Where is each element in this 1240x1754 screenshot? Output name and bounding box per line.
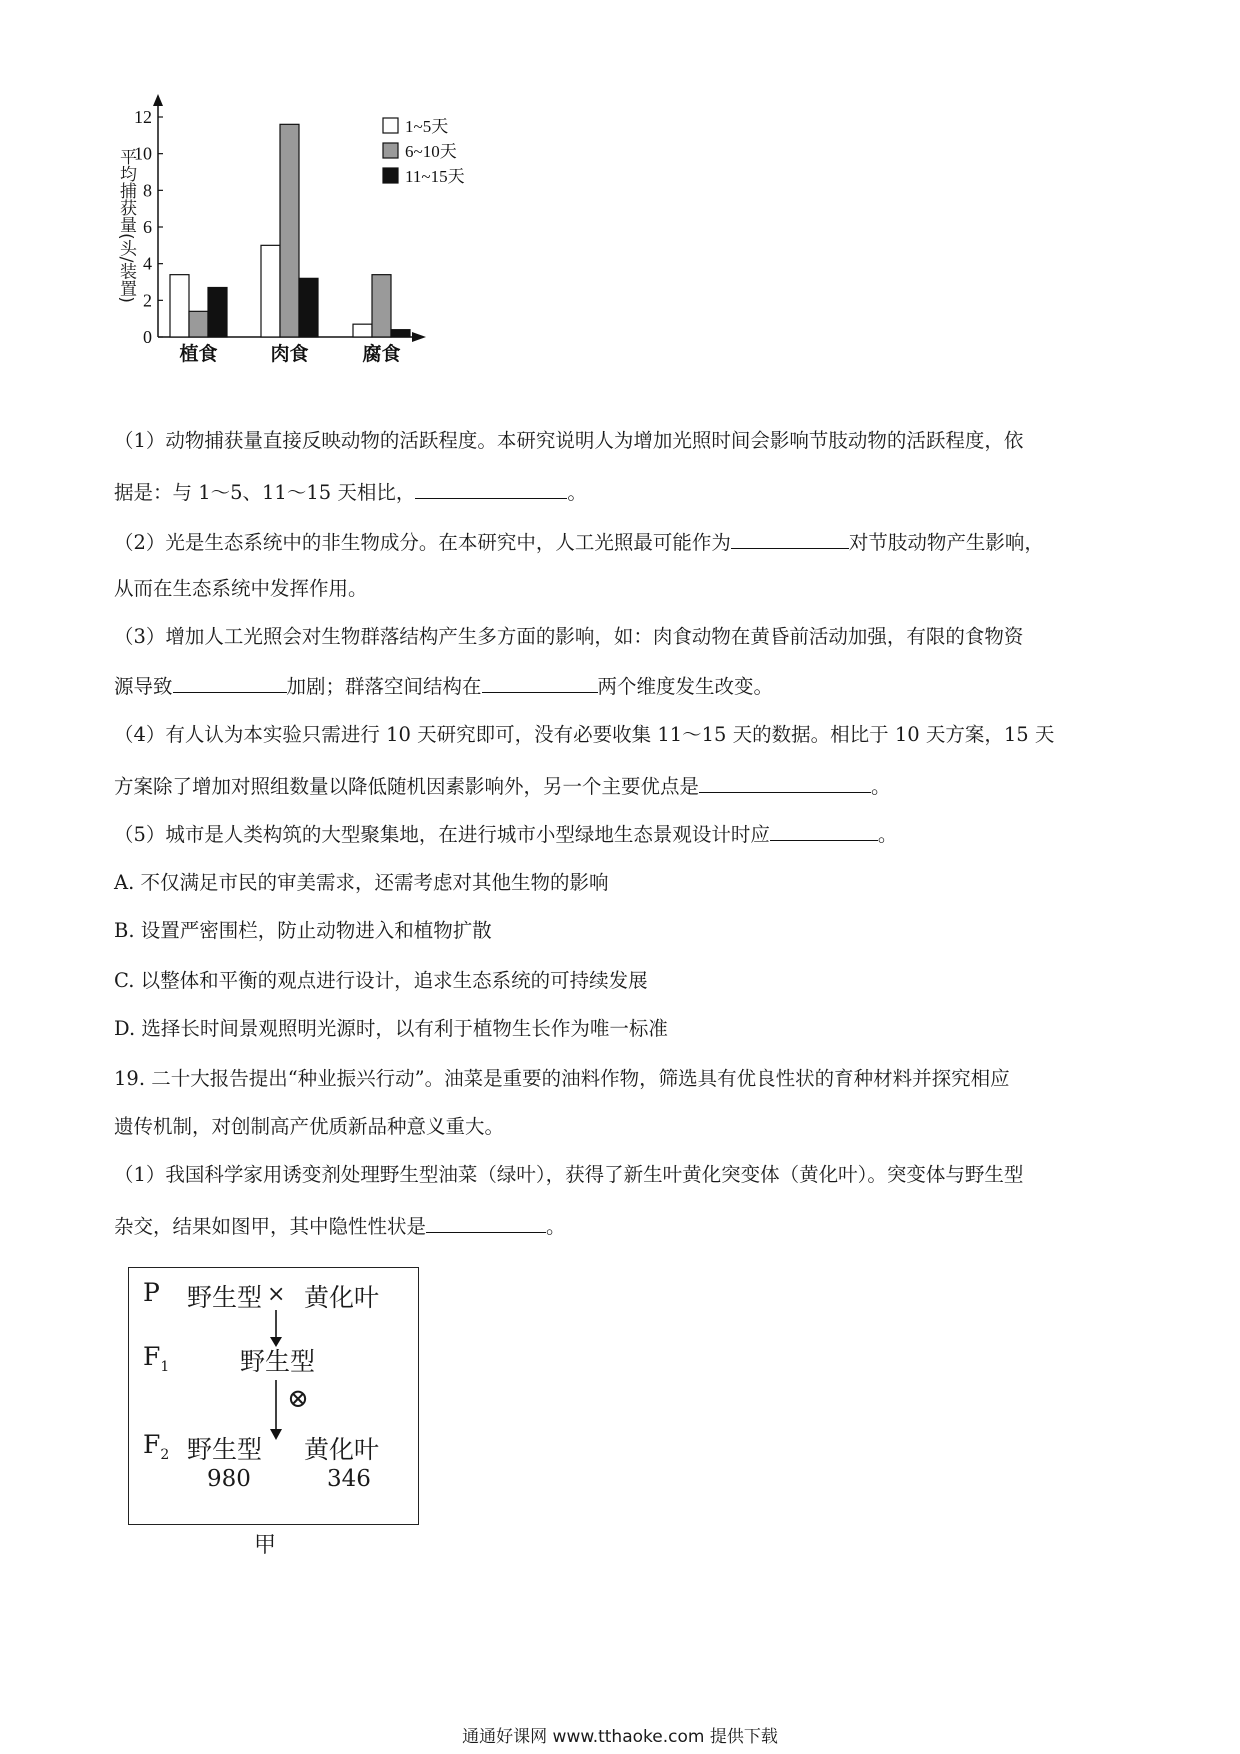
q2-text-end: 对节肢动物产生影响， bbox=[848, 531, 1044, 554]
q1-line2 bbox=[114, 478, 1132, 506]
y-tick-label: 6 bbox=[143, 217, 152, 237]
bar-1-1 bbox=[280, 124, 299, 337]
legend-label: 6~10天 bbox=[405, 142, 457, 161]
q4-line2 bbox=[114, 772, 1132, 800]
bar-0-2 bbox=[208, 288, 227, 338]
q3-text-c: 两个维度发生改变。 bbox=[597, 675, 774, 698]
q4-answer-blank[interactable] bbox=[699, 772, 871, 793]
y-tick-label: 10 bbox=[134, 143, 152, 164]
q4-end: 。 bbox=[871, 775, 891, 798]
q5-answer-blank[interactable] bbox=[770, 820, 878, 841]
q5-end: 。 bbox=[877, 823, 898, 846]
p-generation-label: P bbox=[143, 1278, 160, 1307]
q19-1-answer-blank[interactable] bbox=[426, 1212, 546, 1233]
q2-line1 bbox=[114, 528, 1132, 556]
y-tick-label: 0 bbox=[143, 327, 152, 347]
q2-text: （2）光是生态系统中的非生物成分。在本研究中，人工光照最可能作为 bbox=[114, 531, 731, 554]
y-tick-label: 2 bbox=[143, 290, 152, 311]
chart-svg bbox=[110, 92, 550, 412]
q19-line1: 19. 二十大报告提出“种业振兴行动”。油菜是重要的油料作物，筛选具有优良性状的育种材料并探究相应 bbox=[114, 1067, 1010, 1090]
q3-line2 bbox=[114, 672, 1132, 700]
q3-text-b: 加剧；群落空间结构在 bbox=[286, 675, 482, 698]
legend-swatch bbox=[383, 118, 398, 133]
legend-label: 1~5天 bbox=[405, 117, 449, 136]
f2-wild-type-count: 980 bbox=[207, 1466, 251, 1492]
q2-answer-blank[interactable] bbox=[731, 528, 849, 549]
bar-chart bbox=[110, 92, 550, 412]
legend-label: 11~15天 bbox=[405, 167, 465, 186]
q19-1-line1: （1）我国科学家用诱变剂处理野生型油菜（绿叶），获得了新生叶黄化突变体（黄化叶）。突变体与野生型 bbox=[114, 1163, 1024, 1186]
q1-text: 据是：与 1～5、11～15 天相比， bbox=[114, 481, 416, 504]
q19-1-line2 bbox=[114, 1212, 1132, 1240]
x-tick-label: 植食 bbox=[179, 343, 218, 365]
f2-yellow-leaf-count: 346 bbox=[327, 1466, 371, 1492]
q3-answer-blank-2[interactable] bbox=[482, 672, 598, 693]
y-axis-arrow-icon bbox=[153, 94, 163, 106]
legend-swatch bbox=[383, 143, 398, 158]
f1-generation-label: $F_1$ bbox=[143, 1342, 170, 1375]
figure-caption: 甲 bbox=[254, 1533, 277, 1558]
chart-y-axis-label: 平均捕获量(头/装置) bbox=[116, 148, 136, 303]
arrow-down-2-icon bbox=[269, 1380, 283, 1442]
bar-2-2 bbox=[391, 330, 410, 337]
q3-answer-blank-1[interactable] bbox=[173, 672, 287, 693]
option-d: D. 选择长时间景观照明光源时，以有利于植物生长作为唯一标准 bbox=[114, 1017, 668, 1040]
p-wild-type: 野生型 bbox=[187, 1283, 263, 1312]
genetic-cross-diagram bbox=[128, 1267, 419, 1525]
x-tick-label: 肉食 bbox=[270, 343, 309, 365]
q4-line1: （4）有人认为本实验只需进行 10 天研究即可，没有必要收集 11～15 天的数据。相比于 10 天方案，15 天 bbox=[114, 723, 1055, 746]
f2-wild-type: 野生型 bbox=[187, 1435, 263, 1464]
q2-line2: 从而在生态系统中发挥作用。 bbox=[114, 577, 368, 600]
cross-symbol: × bbox=[267, 1282, 286, 1307]
option-a: A. 不仅满足市民的审美需求，还需考虑对其他生物的影响 bbox=[114, 871, 609, 894]
q19-1-end: 。 bbox=[546, 1215, 566, 1238]
p-yellow-leaf: 黄化叶 bbox=[304, 1283, 380, 1312]
q19-line2: 遗传机制，对创制高产优质新品种意义重大。 bbox=[114, 1115, 505, 1138]
q3-text-a: 源导致 bbox=[114, 675, 173, 698]
f1-wild-type: 野生型 bbox=[240, 1347, 316, 1376]
q3-line1: （3）增加人工光照会对生物群落结构产生多方面的影响，如：肉食动物在黄昏前活动加强，有限的食物资 bbox=[114, 625, 1024, 648]
y-tick-label: 12 bbox=[134, 107, 152, 127]
bar-1-2 bbox=[299, 278, 318, 337]
q4-text: 方案除了增加对照组数量以降低随机因素影响外，另一个主要优点是 bbox=[114, 775, 700, 798]
f2-yellow-leaf: 黄化叶 bbox=[304, 1435, 380, 1464]
bar-2-0 bbox=[353, 324, 372, 337]
q5-text: （5）城市是人类构筑的大型聚集地，在进行城市小型绿地生态景观设计时应 bbox=[114, 823, 770, 846]
bar-0-1 bbox=[189, 311, 208, 337]
x-tick-label: 腐食 bbox=[362, 343, 401, 365]
option-c: C. 以整体和平衡的观点进行设计，追求生态系统的可持续发展 bbox=[114, 969, 648, 992]
q1-answer-blank[interactable] bbox=[415, 478, 567, 499]
y-tick-label: 8 bbox=[143, 180, 152, 201]
bar-2-1 bbox=[372, 275, 391, 337]
bar-0-0 bbox=[170, 275, 189, 337]
q1-end: 。 bbox=[567, 481, 587, 504]
x-axis-arrow-icon bbox=[412, 332, 426, 342]
legend-swatch bbox=[383, 168, 398, 183]
option-b: B. 设置严密围栏，防止动物进入和植物扩散 bbox=[114, 919, 492, 942]
selfing-icon: ⊗ bbox=[287, 1384, 309, 1414]
y-tick-label: 4 bbox=[143, 253, 152, 274]
q1-line1: （1）动物捕获量直接反映动物的活跃程度。本研究说明人为增加光照时间会影响节肢动物的活跃程度，依 bbox=[114, 429, 1024, 452]
bar-1-0 bbox=[261, 245, 280, 337]
f2-generation-label: $F_2$ bbox=[143, 1430, 170, 1463]
q5-line bbox=[114, 820, 1132, 848]
page-footer: 通通好课网 www.tthaoke.com 提供下载 bbox=[462, 1727, 778, 1747]
q19-1-text: 杂交，结果如图甲，其中隐性性状是 bbox=[114, 1215, 427, 1238]
